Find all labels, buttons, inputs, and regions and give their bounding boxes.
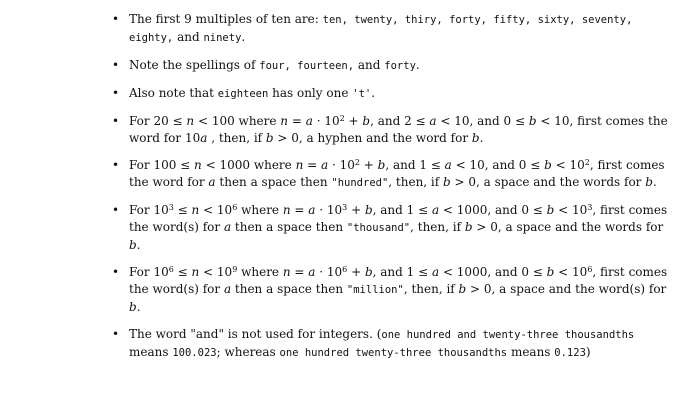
rule-text: > 0, a hyphen and the word for bbox=[273, 131, 472, 145]
math-variable: n bbox=[282, 203, 291, 217]
math-variable: b bbox=[544, 158, 552, 172]
rule-text: , and 1 ≤ bbox=[385, 158, 445, 172]
bullet-icon: • bbox=[112, 12, 120, 26]
rule-item bbox=[112, 157, 672, 192]
math-variable: b bbox=[546, 203, 555, 217]
rule-text: , then, if bbox=[410, 220, 465, 234]
rule-text: < 10, and 0 ≤ bbox=[436, 114, 529, 128]
rule-text: . bbox=[652, 175, 657, 189]
rule-text: < 1000 where bbox=[201, 158, 296, 172]
rule-item bbox=[112, 11, 672, 47]
exponent: 9 bbox=[232, 265, 238, 274]
math-variable: a bbox=[308, 265, 316, 279]
rule-text: then a space then bbox=[231, 282, 347, 296]
rule-text: , first comes the word(s) for bbox=[129, 265, 668, 296]
rule-text: has only one bbox=[268, 86, 353, 100]
math-variable: a bbox=[305, 114, 313, 128]
rule-text: where bbox=[237, 265, 283, 279]
exponent: 6 bbox=[168, 265, 174, 274]
rule-text: For 10 bbox=[129, 203, 169, 217]
rule-item bbox=[112, 113, 672, 147]
math-variable: a bbox=[223, 282, 232, 296]
rule-text: . bbox=[136, 238, 141, 252]
rule-text: . bbox=[241, 30, 246, 44]
math-variable: b bbox=[362, 114, 371, 128]
rule-item bbox=[112, 57, 672, 75]
rule-text: The word "and" is not used for integers. ( bbox=[129, 327, 382, 341]
rule-text: , and 1 ≤ bbox=[372, 203, 432, 217]
rule-text: < 10 bbox=[199, 203, 233, 217]
rule-item bbox=[112, 326, 672, 362]
exponent: 3 bbox=[168, 203, 174, 212]
math-variable: a bbox=[321, 158, 329, 172]
rule-text: Note the spellings of bbox=[129, 58, 260, 72]
rule-text: . bbox=[479, 131, 484, 145]
number-word-rules-list bbox=[112, 11, 672, 372]
math-variable: b bbox=[645, 175, 653, 189]
rule-text: and bbox=[354, 58, 385, 72]
math-variable: a bbox=[431, 265, 440, 279]
math-variable: b bbox=[458, 282, 467, 296]
rule-text: < 10 bbox=[554, 203, 588, 217]
math-variable: b bbox=[471, 131, 480, 145]
math-variable: n bbox=[280, 114, 289, 128]
math-variable: n bbox=[191, 203, 200, 217]
math-variable: n bbox=[194, 158, 202, 172]
rule-text: , first comes the word for bbox=[129, 158, 665, 189]
bullet-icon: • bbox=[112, 86, 120, 100]
code-literal: ninety bbox=[203, 32, 242, 44]
code-literal: eighteen bbox=[217, 88, 269, 100]
exponent: 6 bbox=[587, 265, 593, 274]
rule-item bbox=[112, 264, 672, 316]
rule-text: , then, if bbox=[388, 175, 444, 189]
bullet-icon: • bbox=[112, 203, 120, 217]
math-variable: a bbox=[208, 175, 216, 189]
rule-text: < 10 bbox=[554, 265, 588, 279]
rule-text: > 0, a space and the words for bbox=[450, 175, 646, 189]
code-literal: 100.023 bbox=[172, 347, 217, 359]
rule-text: ≤ bbox=[173, 203, 192, 217]
math-variable: a bbox=[223, 220, 232, 234]
rule-text: means bbox=[507, 345, 555, 359]
math-variable: b bbox=[377, 158, 386, 172]
exponent: 6 bbox=[342, 265, 348, 274]
code-literal: "hundred" bbox=[331, 177, 389, 189]
rule-text: < 1000, and 0 ≤ bbox=[439, 265, 547, 279]
rule-text: < 100 where bbox=[194, 114, 281, 128]
math-variable: b bbox=[265, 131, 274, 145]
code-literal: ten, twenty, thiry, forty, fifty, sixty, seventy, eighty, bbox=[129, 14, 633, 44]
math-variable: a bbox=[308, 203, 316, 217]
math-variable: a bbox=[200, 131, 208, 145]
rule-text: + bbox=[359, 158, 378, 172]
math-variable: n bbox=[186, 114, 195, 128]
code-literal: 't' bbox=[352, 88, 372, 100]
rule-text: = bbox=[290, 265, 309, 279]
rule-text: , and 1 ≤ bbox=[372, 265, 432, 279]
rule-text: For 100 ≤ bbox=[129, 158, 195, 172]
exponent: 2 bbox=[584, 158, 590, 167]
rule-text: < 10, first comes the word for 10 bbox=[129, 114, 668, 145]
code-literal: "thousand" bbox=[346, 222, 411, 234]
math-variable: b bbox=[443, 175, 451, 189]
code-literal: four, fourteen, bbox=[259, 60, 355, 72]
rule-text: · 10 bbox=[328, 158, 355, 172]
rule-text: < 10 bbox=[199, 265, 233, 279]
bullet-icon: • bbox=[112, 158, 120, 172]
math-variable: b bbox=[364, 265, 373, 279]
rule-text: = bbox=[288, 114, 306, 128]
math-variable: a bbox=[444, 158, 452, 172]
exponent: 2 bbox=[354, 158, 360, 167]
rule-text: . bbox=[371, 86, 376, 100]
math-variable: n bbox=[282, 265, 291, 279]
rule-text: and bbox=[173, 30, 204, 44]
rule-text: + bbox=[347, 265, 365, 279]
rule-text: , first comes the word(s) for bbox=[129, 203, 668, 234]
rule-text: , then, if bbox=[403, 282, 459, 296]
rule-text: = bbox=[303, 158, 321, 172]
math-variable: b bbox=[129, 238, 137, 252]
exponent: 6 bbox=[232, 203, 238, 212]
bullet-icon: • bbox=[112, 327, 120, 341]
rule-text: < 10 bbox=[551, 158, 585, 172]
math-variable: n bbox=[295, 158, 304, 172]
exponent: 2 bbox=[339, 114, 345, 123]
rule-text: + bbox=[344, 114, 363, 128]
rule-text: . bbox=[415, 58, 420, 72]
rule-text: < 10, and 0 ≤ bbox=[451, 158, 545, 172]
rule-text: . bbox=[136, 300, 141, 314]
rule-text: then a space then bbox=[231, 220, 347, 234]
rule-text: > 0, a space and the word(s) for bbox=[466, 282, 667, 296]
math-variable: n bbox=[191, 265, 200, 279]
math-variable: b bbox=[546, 265, 555, 279]
rule-text: For 20 ≤ bbox=[129, 114, 187, 128]
rule-item bbox=[112, 85, 672, 103]
rule-text: Also note that bbox=[129, 86, 218, 100]
rule-item bbox=[112, 202, 672, 254]
rule-text: , then, if bbox=[207, 131, 266, 145]
bullet-icon: • bbox=[112, 58, 120, 72]
code-literal: one hundred and twenty-three thousandths bbox=[381, 329, 635, 341]
bullet-icon: • bbox=[112, 114, 120, 128]
exponent: 3 bbox=[587, 203, 593, 212]
code-literal: one hundred twenty-three thousandths bbox=[279, 347, 508, 359]
rule-text: · 10 bbox=[315, 265, 343, 279]
math-variable: b bbox=[528, 114, 537, 128]
rule-text: · 10 bbox=[315, 203, 343, 217]
rule-text: then a space then bbox=[215, 175, 332, 189]
rule-text: + bbox=[347, 203, 365, 217]
rule-text: means bbox=[129, 345, 173, 359]
rule-text: · 10 bbox=[312, 114, 340, 128]
math-variable: b bbox=[129, 300, 137, 314]
rule-text: ≤ bbox=[173, 265, 192, 279]
math-variable: b bbox=[364, 203, 373, 217]
rule-text: , and 2 ≤ bbox=[370, 114, 430, 128]
math-variable: b bbox=[464, 220, 473, 234]
rule-text: where bbox=[237, 203, 283, 217]
rule-text: > 0, a space and the words for bbox=[472, 220, 664, 234]
rule-text: = bbox=[290, 203, 309, 217]
bullet-icon: • bbox=[112, 265, 120, 279]
exponent: 3 bbox=[342, 203, 348, 212]
math-variable: a bbox=[429, 114, 437, 128]
code-literal: 0.123 bbox=[554, 347, 586, 359]
code-literal: "million" bbox=[346, 284, 404, 296]
rule-text: The first 9 multiples of ten are: bbox=[129, 12, 323, 26]
rule-text: < 1000, and 0 ≤ bbox=[439, 203, 547, 217]
rule-text: ; whereas bbox=[216, 345, 280, 359]
code-literal: forty bbox=[384, 60, 416, 72]
math-variable: a bbox=[431, 203, 440, 217]
rule-text: For 10 bbox=[129, 265, 169, 279]
rule-text: ) bbox=[585, 345, 591, 359]
